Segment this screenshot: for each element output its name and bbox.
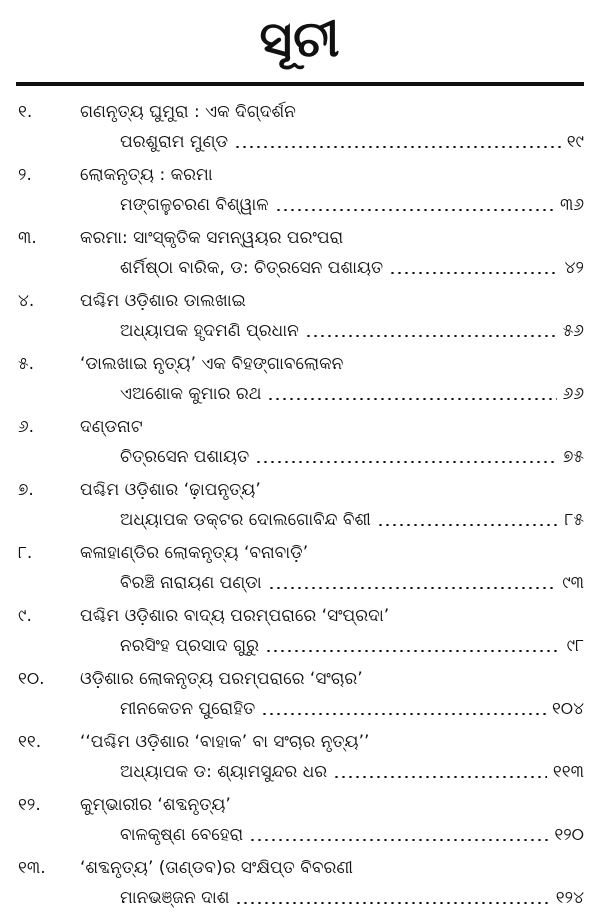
toc-entry bbox=[0, 729, 600, 792]
entry-author-row bbox=[120, 696, 584, 722]
entry-page-number: ୩୬ bbox=[559, 195, 584, 215]
entry-author-row bbox=[120, 507, 584, 533]
entry-number: ୧୧. bbox=[18, 732, 42, 752]
dot-leader bbox=[255, 461, 557, 463]
entry-number: ୮. bbox=[18, 543, 33, 563]
entry-author-row bbox=[120, 822, 584, 848]
page-title: ସୂଚୀ bbox=[259, 10, 341, 68]
entry-title: କଳାହାଣ୍ଡିର ଲୋକନୃତ୍ୟ ‘ବନାବାଡ଼ି’ bbox=[80, 543, 309, 563]
entry-title: ଓଡ଼ିଶାର ଲୋକନୃତ୍ୟ ପରମ୍ପରାରେ ‘ସଂଚାର’ bbox=[80, 669, 363, 689]
entry-page-number: ୧୧୩ bbox=[552, 762, 584, 782]
toc-entry bbox=[0, 855, 600, 918]
entry-number: ୭. bbox=[18, 480, 34, 500]
entry-page-number: ୯୮ bbox=[566, 636, 584, 656]
entry-author-row bbox=[120, 633, 584, 659]
dot-leader bbox=[261, 713, 546, 715]
entry-number: ୧. bbox=[18, 102, 33, 122]
entry-author: ଅଧ୍ୟାପକ ହୃଦମଣି ପ୍ରଧାନ bbox=[120, 321, 299, 341]
dot-leader bbox=[333, 776, 547, 778]
entry-page-number: ୬୬ bbox=[562, 384, 584, 404]
entry-number: ୧୨. bbox=[18, 795, 41, 815]
entry-author-row bbox=[120, 759, 584, 785]
entry-title: କୁମ୍ଭାରୀର ‘ଶବ୍ଦନୃତ୍ୟ’ bbox=[80, 795, 231, 815]
entry-title: ଗଣନୃତ୍ୟ ଘୁମୁରା : ଏକ ଦିଗ୍‌ଦର୍ଶନ bbox=[80, 102, 296, 122]
entry-author: ଶର୍ମିଷ୍ଠା ବାରିକ, ଡ: ଚିତ୍ରସେନ ପଶାୟତ bbox=[120, 258, 384, 278]
entry-page-number: ୯୩ bbox=[562, 573, 584, 593]
dot-leader bbox=[305, 335, 557, 337]
dot-leader bbox=[235, 902, 549, 904]
entry-number: ୩. bbox=[18, 228, 37, 248]
entry-number: ୬. bbox=[18, 417, 35, 437]
entry-page-number: ୪୨ bbox=[564, 258, 584, 278]
entry-author-row bbox=[120, 570, 584, 596]
entry-page-number: ୭୫ bbox=[562, 447, 584, 467]
entry-author-row bbox=[120, 129, 584, 155]
dot-leader bbox=[265, 650, 561, 652]
toc-entry bbox=[0, 603, 600, 666]
dot-leader bbox=[267, 398, 556, 400]
contents-list bbox=[0, 99, 600, 918]
entry-number: ୧୦. bbox=[18, 669, 45, 689]
entry-author-row bbox=[120, 318, 584, 344]
entry-author: ବାଳକୃଷ୍ଣ ବେହେରା bbox=[120, 825, 244, 845]
entry-title: ‘‘ପଶ୍ଚିମ ଓଡ଼ିଶାର ‘ବାହାକ’ ବା ସଂଚାର ନୃତ୍ୟ’’ bbox=[80, 732, 370, 752]
toc-entry bbox=[0, 99, 600, 162]
toc-entry bbox=[0, 666, 600, 729]
title-divider bbox=[16, 82, 584, 86]
entry-page-number: ୫୬ bbox=[562, 321, 584, 341]
entry-author: ଏଅଶୋକ କୁମାର ରଥ bbox=[120, 384, 262, 404]
entry-author-row bbox=[120, 255, 584, 281]
toc-entry bbox=[0, 351, 600, 414]
entry-title: ଲୋକନୃତ୍ୟ : କରମା bbox=[80, 165, 213, 185]
entry-number: ୫. bbox=[18, 354, 35, 374]
entry-author: ଚିତ୍ରସେନ ପଶାୟତ bbox=[120, 447, 250, 467]
entry-number: ୯. bbox=[18, 606, 32, 626]
entry-title: କରମା: ସାଂସ୍କୃତିକ ସମନ୍ୱୟର ପରଂପରା bbox=[80, 228, 344, 248]
entry-title: ପଶ୍ଚିମ ଓଡ଼ିଶାର ଡାଲଖାଇ bbox=[80, 291, 246, 311]
entry-author: ମଙ୍ଗଳୁଚରଣ ବିଶ୍ୱାଳ bbox=[120, 195, 269, 215]
entry-author: ବିରଞ୍ଚି ନାରାୟଣ ପଣ୍ଡା bbox=[120, 573, 262, 593]
toc-entry bbox=[0, 414, 600, 477]
entry-title: ‘ଶବ୍ଦନୃତ୍ୟ’ (ତାଣ୍ଡବ)ର ସଂକ୍ଷିପ୍ତ ବିବରଣୀ bbox=[80, 858, 353, 878]
entry-author-row bbox=[120, 444, 584, 470]
entry-number: ୪. bbox=[18, 291, 35, 311]
toc-entry bbox=[0, 288, 600, 351]
entry-page-number: ୮୫ bbox=[564, 510, 584, 530]
entry-author: ମାନଭଞ୍ଜନ ଦାଶ bbox=[120, 888, 230, 908]
entry-title: ପଶ୍ଚିମ ଓଡ଼ିଶାର ବାଦ୍ୟ ପରମ୍ପରାରେ ‘ସଂପ୍ରଦା’ bbox=[80, 606, 390, 626]
dot-leader bbox=[234, 146, 561, 148]
toc-entry bbox=[0, 477, 600, 540]
entry-page-number: ୧୨୦ bbox=[554, 825, 584, 845]
entry-number: ୨. bbox=[18, 165, 32, 185]
entry-title: ପଶ୍ଚିମ ଓଡ଼ିଶାର ‘ଢ଼ାପନୃତ୍ୟ’ bbox=[80, 480, 261, 500]
dot-leader bbox=[268, 587, 557, 589]
entry-author: ଅଧ୍ୟାପକ ଡ: ଶ୍ୟାମସୁନ୍ଦର ଧର bbox=[120, 762, 328, 782]
entry-title: ଦଣ୍ଡନାଟ bbox=[80, 417, 143, 437]
entry-author: ଅଧ୍ୟାପକ ଡକ୍ଟର ଦୋଲଗୋବିନ୍ଦ ବିଶୀ bbox=[120, 510, 371, 530]
entry-number: ୧୩. bbox=[18, 858, 46, 878]
entry-page-number: ୧୨୪ bbox=[555, 888, 584, 908]
entry-author-row bbox=[120, 885, 584, 911]
entry-author: ନରସିଂହ ପ୍ରସାଦ ଗୁରୁ bbox=[120, 636, 259, 656]
dot-leader bbox=[389, 272, 558, 274]
entry-author: ମୀନକେତନ ପୁରୋହିତ bbox=[120, 699, 256, 719]
entry-author: ପରଶୁରାମ ମୁଣ୍ଡ bbox=[120, 132, 229, 152]
dot-leader bbox=[275, 209, 554, 211]
dot-leader bbox=[249, 839, 548, 841]
toc-entry bbox=[0, 162, 600, 225]
toc-entry bbox=[0, 792, 600, 855]
entry-author-row bbox=[120, 381, 584, 407]
toc-entry bbox=[0, 225, 600, 288]
entry-page-number: ୧୦୪ bbox=[551, 699, 584, 719]
toc-entry bbox=[0, 540, 600, 603]
entry-title: ‘ଡାଲଖାଇ ନୃତ୍ୟ’ ଏକ ବିହଙ୍ଗାବଲୋକନ bbox=[80, 354, 344, 374]
entry-author-row bbox=[120, 192, 584, 218]
dot-leader bbox=[377, 524, 559, 526]
entry-page-number: ୧୯ bbox=[566, 132, 584, 152]
